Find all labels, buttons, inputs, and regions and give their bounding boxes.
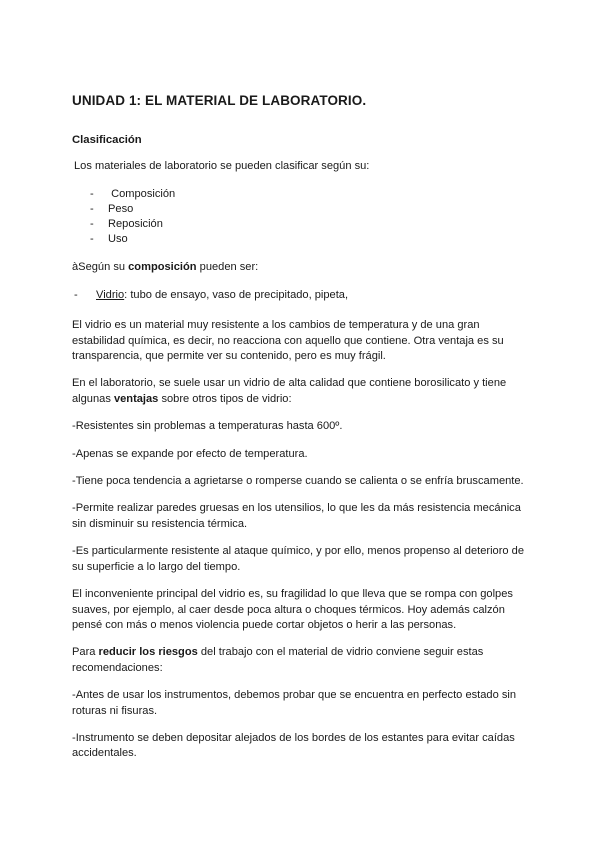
glass-label: Vidrio (96, 288, 125, 301)
recommendation-paragraph: -Instrumento se deben depositar alejados de los bordes de los estantes para evitar caídas accidentales. (72, 731, 515, 760)
list-item (72, 232, 530, 247)
composition-paragraph (72, 260, 530, 275)
list-item (72, 217, 530, 232)
composition-suffix: pueden ser: (196, 261, 259, 274)
risk-intro-paragraph (72, 645, 530, 676)
advantages-keyword: ventajas (113, 392, 159, 405)
list-item-label: Peso (108, 203, 134, 216)
reduce-risks-keyword: reducir los riesgos (98, 646, 198, 659)
composition-prefix: àSegún su (72, 261, 129, 274)
list-item (72, 202, 530, 217)
list-marker: - (90, 233, 94, 246)
drawback-paragraph: El inconveniente principal del vidrio es, su fragilidad lo que lleva que se rompa con golpes suaves, por ejemplo, al caer desde poca altura o choques térmicos. Hoy además calzón pensé con más o menos violencia puede cortar objetos o herir a las personas. (72, 588, 513, 631)
list-item-label: Composición (108, 188, 176, 201)
list-item-label: Uso (108, 233, 128, 246)
section-heading: Clasificación (72, 134, 142, 146)
risk-intro-prefix: Para (72, 646, 99, 659)
glass-examples: : tubo de ensayo, vaso de precipitado, pipeta, (124, 288, 349, 301)
advantage-paragraph: -Apenas se expande por efecto de temperatura. (72, 447, 308, 460)
glass-description-paragraph: El vidrio es un material muy resistente a los cambios de temperatura y de una gran estabilidad química, es decir, no reacciona con aquello que contiene. Otra ventaja es su transparencia, que permite ver su contenido, pero es muy frágil. (72, 319, 504, 363)
list-marker: - (90, 218, 94, 231)
intro-paragraph: Los materiales de laboratorio se pueden clasificar según su: (74, 160, 370, 172)
list-marker: - (90, 188, 94, 201)
list-marker: - (74, 288, 78, 301)
recommendation-paragraph: -Antes de usar los instrumentos, debemos probar que se encuentra en perfecto estado sin roturas ni fisuras. (72, 689, 517, 717)
advantage-paragraph: -Permite realizar paredes gruesas en los utensilios, lo que les da más resistencia mecánica sin disminuir su resistencia térmica. (72, 502, 521, 530)
list-item-label: Reposición (108, 218, 163, 231)
lab-usage-paragraph (72, 376, 530, 407)
classification-list (72, 187, 530, 247)
risk-intro-suffix: del trabajo con el material de vidrio conviene seguir estas recomendaciones: (72, 646, 487, 674)
composition-keyword: composición (128, 261, 197, 274)
advantage-paragraph: -Es particularmente resistente al ataque químico, y por ello, menos propenso al deterioro de su superficie a lo largo del tiempo. (72, 545, 525, 573)
lab-usage-suffix: sobre otros tipos de vidrio: (158, 392, 292, 405)
list-marker: - (90, 203, 94, 216)
glass-item (72, 288, 530, 303)
lab-usage-prefix: En el laboratorio, se suele usar un vidrio de alta calidad que contiene borosilicato y tiene algunas (72, 377, 510, 405)
advantage-paragraph: -Tiene poca tendencia a agrietarse o romperse cuando se calienta o se enfría bruscamente. (72, 475, 524, 488)
advantage-paragraph: -Resistentes sin problemas a temperaturas hasta 600º. (72, 420, 343, 433)
list-item (72, 187, 530, 202)
page-title: UNIDAD 1: EL MATERIAL DE LABORATORIO. (72, 93, 367, 108)
